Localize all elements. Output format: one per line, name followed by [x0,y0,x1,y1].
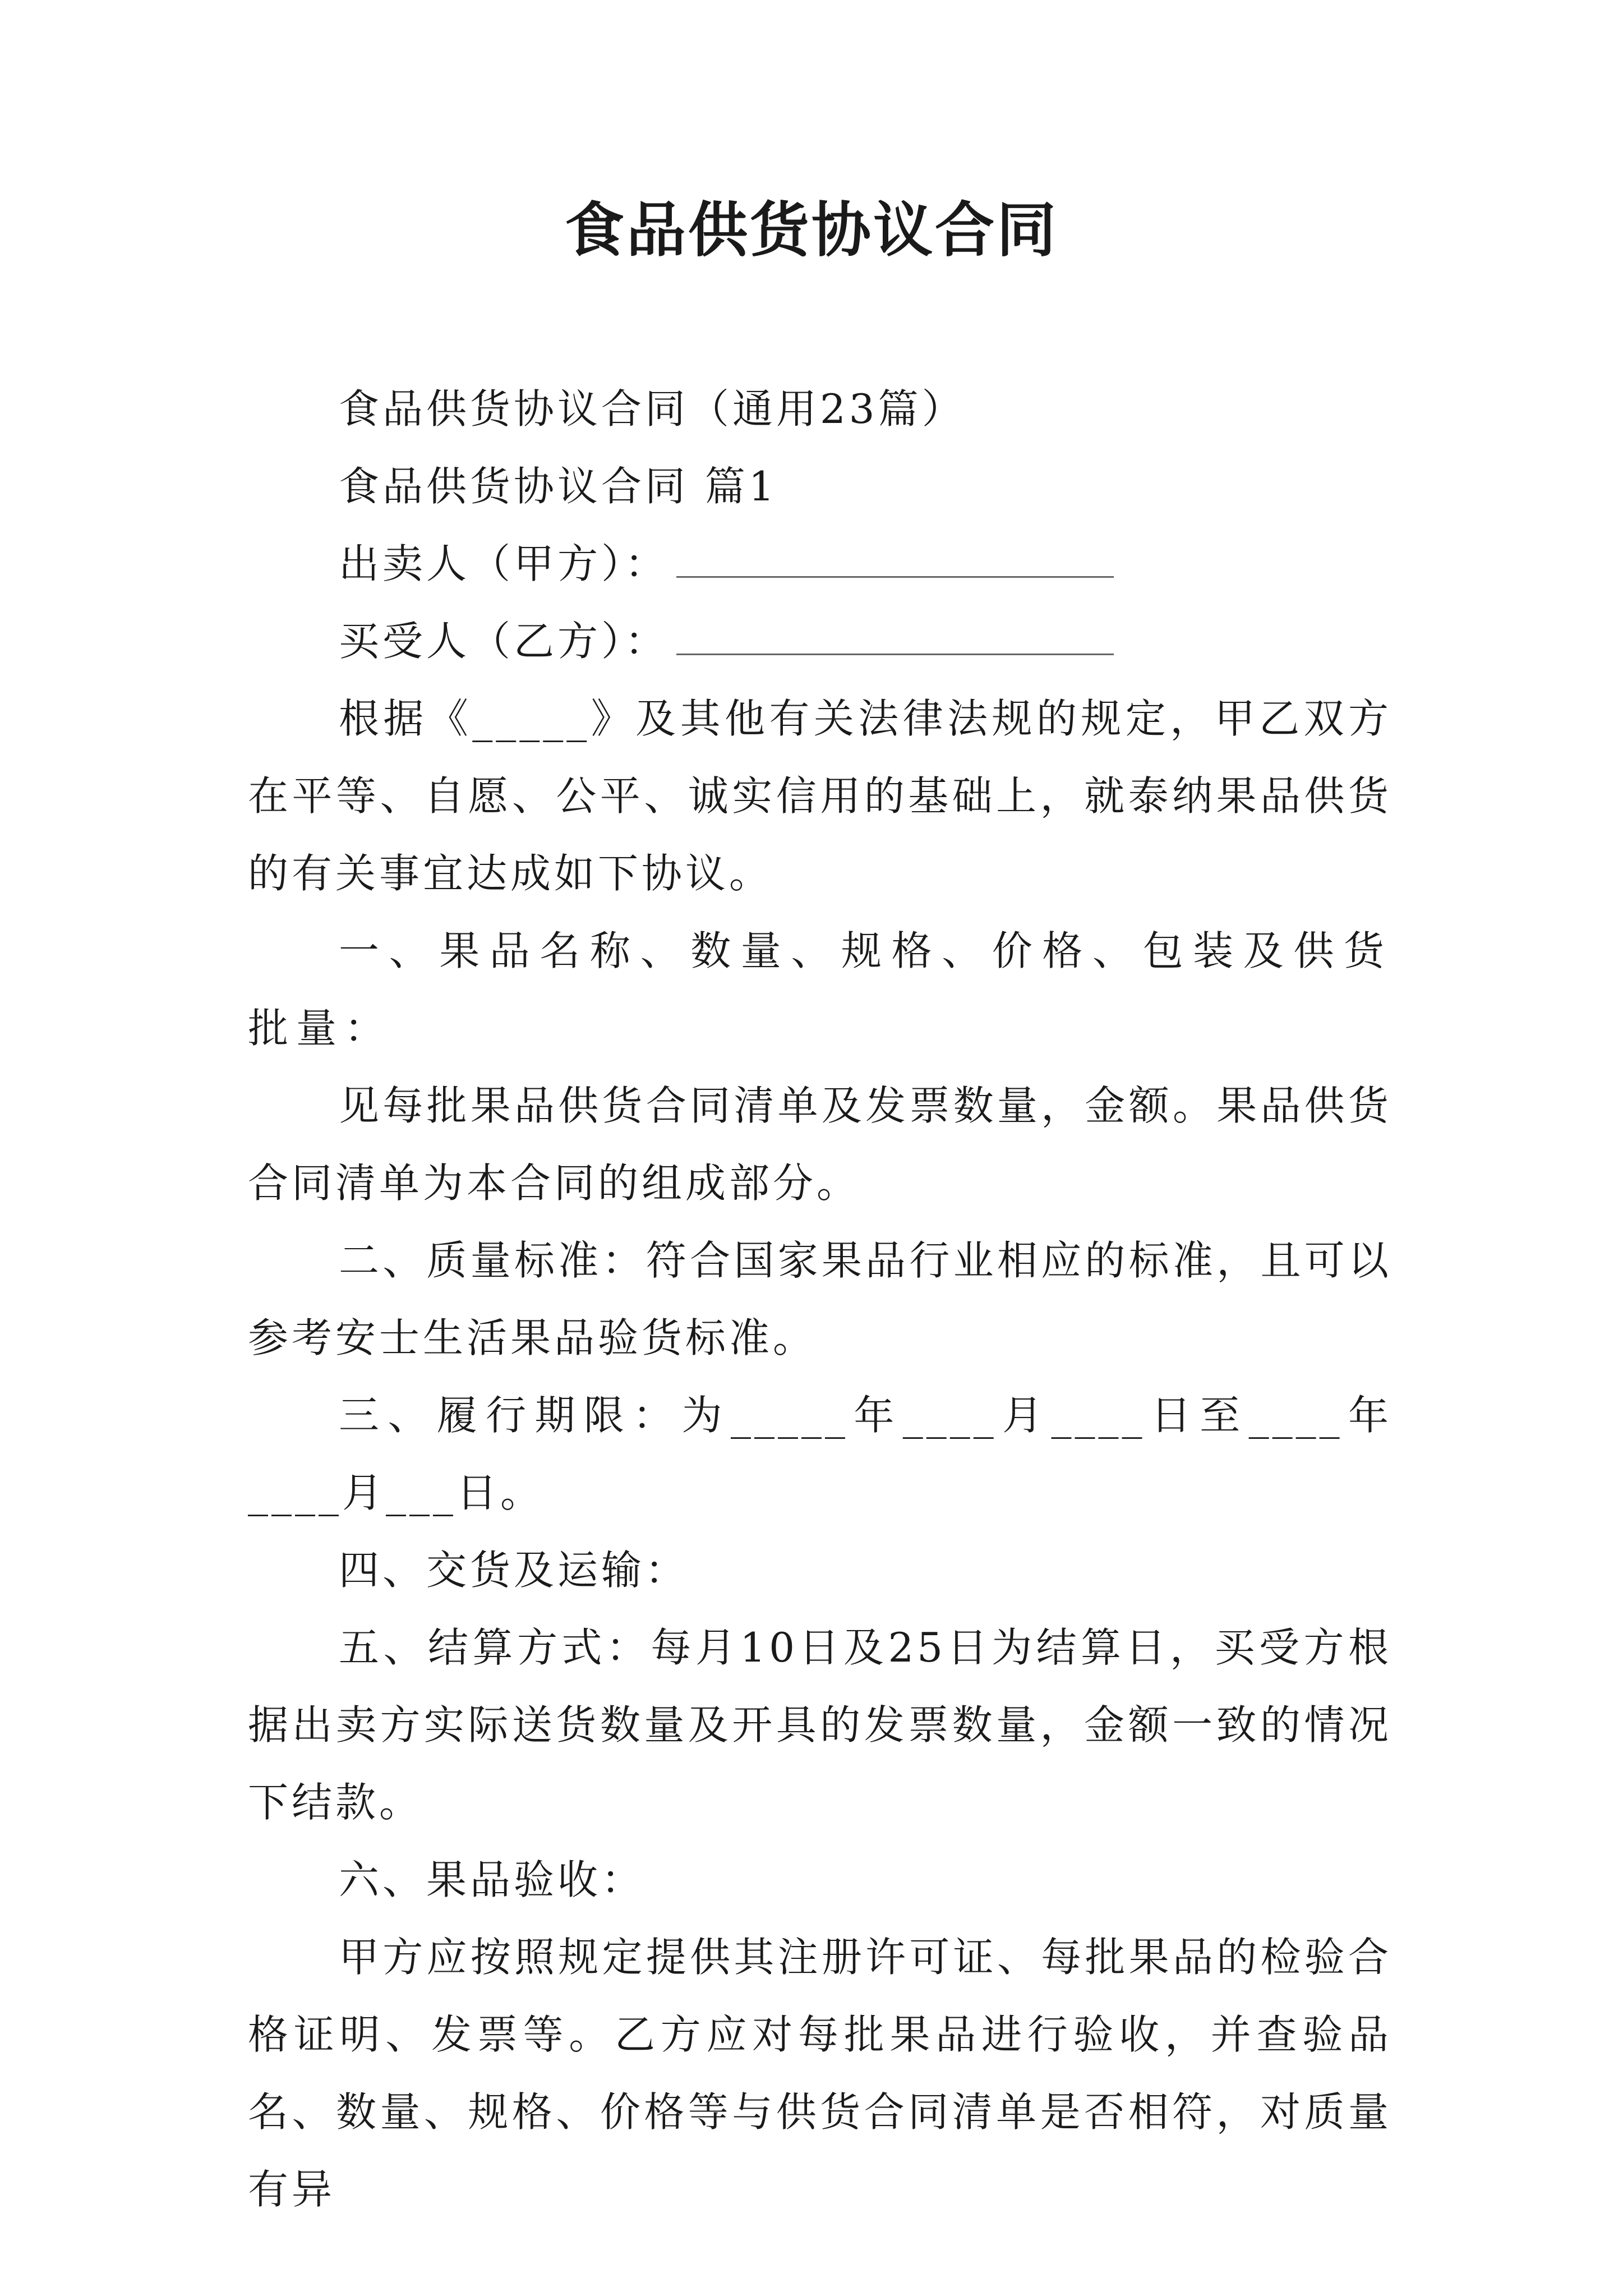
buyer-label: 买受人（乙方）： [339,618,669,665]
document-title: 食品供货协议合同 [565,195,1058,265]
clause-1-heading: 一、果品名称、数量、规格、价格、包装及供货批量： [248,927,1392,1052]
seller-blank-field [676,576,1114,578]
document-body [248,370,1392,2228]
seller-line [248,525,1392,602]
buyer-line [248,602,1392,680]
buyer-blank-field [676,653,1114,655]
seller-label: 出卖人（甲方）： [339,540,669,587]
clause-2: 二、质量标准：符合国家果品行业相应的标准，且可以参考安士生活果品验货标准。 [248,1237,1392,1361]
clause-6-heading: 六、果品验收： [339,1856,645,1903]
document-subtitle: 食品供货协议合同（通用23篇） [339,385,966,432]
clause-3: 三、履行期限：为_____年____月____日至____年____月___日。 [248,1392,1392,1516]
clause-1-body: 见每批果品供货合同清单及发票数量，金额。果品供货合同清单为本合同的组成部分。 [248,1082,1392,1207]
clause-6-body: 甲方应按照规定提供其注册许可证、每批果品的检验合格证明、发票等。乙方应对每批果品进行验收，并查验品名、数量、规格、价格等与供货合同清单是否相符，对质量有异 [248,1934,1392,2213]
intro-paragraph: 根据《_____》及其他有关法律法规的规定，甲乙双方在平等、自愿、公平、诚实信用的基础上，就泰纳果品供货的有关事宜达成如下协议。 [248,695,1392,897]
section-heading: 食品供货协议合同 篇1 [339,463,778,510]
clause-4: 四、交货及运输： [339,1547,689,1594]
clause-5: 五、结算方式：每月10日及25日为结算日，买受方根据出卖方实际送货数量及开具的发票数量，金额一致的情况下结款。 [248,1624,1392,1826]
